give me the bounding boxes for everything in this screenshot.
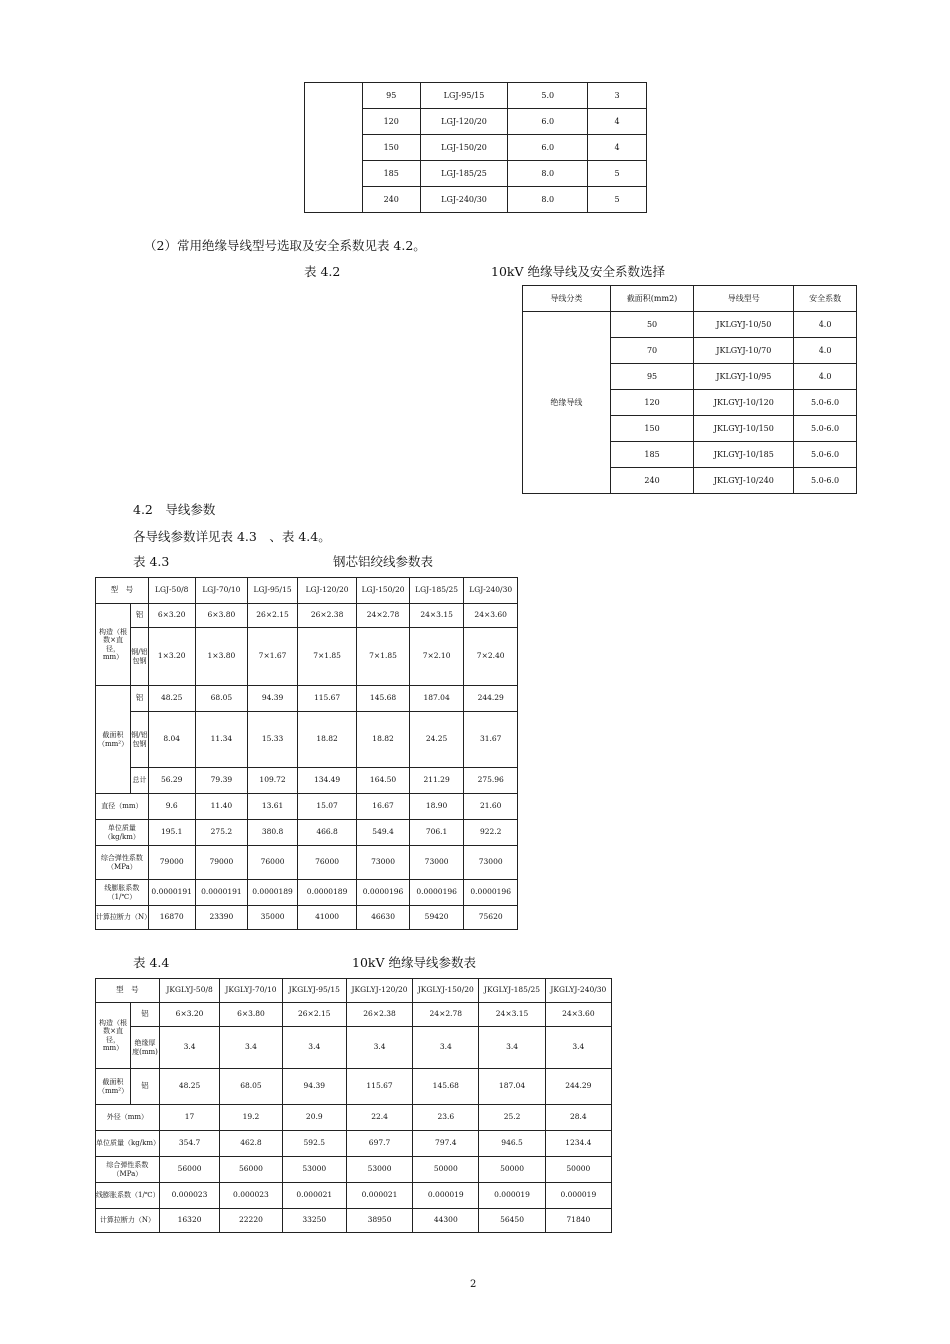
insulated-conductor-parameter-table <box>95 978 612 1233</box>
row-group-label: 构造（根数×直径，mm） <box>96 604 131 686</box>
table-row <box>96 1131 612 1157</box>
table-cell: 7×2.40 <box>464 628 518 686</box>
table44-title: 10kV 绝缘导线参数表 <box>352 955 476 970</box>
table-cell: 18.90 <box>409 794 464 820</box>
row-label: 综合弹性系数（MPa） <box>96 1157 160 1183</box>
table-cell: 50000 <box>413 1157 479 1183</box>
table-cell: 6×3.80 <box>220 1003 282 1027</box>
table-cell: 11.34 <box>195 712 248 768</box>
table-cell: 6×3.20 <box>148 604 195 628</box>
table-cell: 5.0-6.0 <box>794 416 857 442</box>
table-cell: 53000 <box>282 1157 346 1183</box>
table-cell: 22220 <box>220 1209 282 1233</box>
table-cell: 79000 <box>148 846 195 880</box>
table-cell: 24×3.60 <box>464 604 518 628</box>
table-cell: 3.4 <box>220 1027 282 1069</box>
table-row <box>96 880 518 906</box>
column-header: 型 号 <box>96 578 149 604</box>
table-cell: 73000 <box>357 846 410 880</box>
column-header: JKGLYJ-185/25 <box>479 979 545 1003</box>
column-header: 型 号 <box>96 979 160 1003</box>
row-group-label: 构造（根数×直径，mm） <box>96 1003 131 1069</box>
table-cell: JKLGYJ-10/240 <box>694 468 794 494</box>
table-cell: 48.25 <box>148 686 195 712</box>
table-cell: 0.0000196 <box>409 880 464 906</box>
table-cell: 946.5 <box>479 1131 545 1157</box>
table-cell: 23.6 <box>413 1105 479 1131</box>
table-cell: 79.39 <box>195 768 248 794</box>
row-label: 综合弹性系数（MPa） <box>96 846 149 880</box>
table-cell: 94.39 <box>248 686 298 712</box>
table-cell: 9.6 <box>148 794 195 820</box>
table-cell: 0.000021 <box>282 1183 346 1209</box>
table-cell: LGJ-95/15 <box>420 83 508 109</box>
table-cell: 109.72 <box>248 768 298 794</box>
table-cell: LGJ-185/25 <box>420 161 508 187</box>
table-cell: 44300 <box>413 1209 479 1233</box>
table-cell: 466.8 <box>297 820 356 846</box>
row-sub-label: 总计 <box>131 768 149 794</box>
table-cell: 23390 <box>195 906 248 930</box>
table-cell: 70 <box>610 338 694 364</box>
column-header: LGJ-150/20 <box>357 578 410 604</box>
table-cell: 3 <box>588 83 647 109</box>
table-cell: 26×2.38 <box>346 1003 412 1027</box>
table-cell: 120 <box>610 390 694 416</box>
row-sub-label: 钢/铝包钢 <box>131 712 149 768</box>
table-cell: 19.2 <box>220 1105 282 1131</box>
table-cell: 145.68 <box>357 686 410 712</box>
table-cell: 31.67 <box>464 712 518 768</box>
table-cell: 4.0 <box>794 364 857 390</box>
table-cell: 68.05 <box>195 686 248 712</box>
header-row <box>96 578 518 604</box>
table-cell: 26×2.15 <box>248 604 298 628</box>
page-number: 2 <box>470 1279 477 1290</box>
table-cell: 24×3.60 <box>545 1003 611 1027</box>
table-cell: 0.000023 <box>220 1183 282 1209</box>
table-cell: 195.1 <box>148 820 195 846</box>
header-row <box>523 286 857 312</box>
table-row <box>96 794 518 820</box>
table-cell: 0.0000189 <box>248 880 298 906</box>
table-cell: 187.04 <box>479 1069 545 1105</box>
table-cell: 3.4 <box>159 1027 219 1069</box>
table-row <box>96 628 518 686</box>
table-cell: 187.04 <box>409 686 464 712</box>
table-cell: 59420 <box>409 906 464 930</box>
table-cell: 13.61 <box>248 794 298 820</box>
table-cell: 76000 <box>297 846 356 880</box>
table-cell: 0.0000196 <box>464 880 518 906</box>
table-cell: 240 <box>362 187 420 213</box>
table-cell: LGJ-150/20 <box>420 135 508 161</box>
table-cell: 7×1.85 <box>357 628 410 686</box>
table-cell: 24.25 <box>409 712 464 768</box>
table-cell: 6×3.20 <box>159 1003 219 1027</box>
table-cell: 18.82 <box>297 712 356 768</box>
column-header: JKGLYJ-70/10 <box>220 979 282 1003</box>
table-cell: 5.0-6.0 <box>794 468 857 494</box>
table-cell: 185 <box>362 161 420 187</box>
table-cell: 244.29 <box>464 686 518 712</box>
table-cell: 0.0000191 <box>148 880 195 906</box>
table-cell: 115.67 <box>346 1069 412 1105</box>
table-cell: 3.4 <box>282 1027 346 1069</box>
table43-label: 表 4.3 <box>133 554 170 569</box>
table-cell: 73000 <box>464 846 518 880</box>
table-cell: LGJ-240/30 <box>420 187 508 213</box>
table-cell: 0.0000189 <box>297 880 356 906</box>
table-cell: 8.0 <box>508 161 588 187</box>
column-header: 导线型号 <box>694 286 794 312</box>
table-cell: 5.0-6.0 <box>794 390 857 416</box>
table-cell: 28.4 <box>545 1105 611 1131</box>
table-cell: 5.0-6.0 <box>794 442 857 468</box>
table-row <box>96 604 518 628</box>
column-header: JKGLYJ-120/20 <box>346 979 412 1003</box>
column-header: LGJ-185/25 <box>409 578 464 604</box>
table-cell: 20.9 <box>282 1105 346 1131</box>
table-cell: 145.68 <box>413 1069 479 1105</box>
column-header: LGJ-95/15 <box>248 578 298 604</box>
table-cell: 0.000023 <box>159 1183 219 1209</box>
table-cell: 46630 <box>357 906 410 930</box>
table-row <box>96 1209 612 1233</box>
table-row <box>96 820 518 846</box>
row-label: 线膨胀系数（1/℃） <box>96 1183 160 1209</box>
table-row <box>96 906 518 930</box>
table-cell: 6.0 <box>508 135 588 161</box>
table-cell: 24×2.78 <box>413 1003 479 1027</box>
table-cell: 79000 <box>195 846 248 880</box>
table-cell: 56.29 <box>148 768 195 794</box>
row-group-label: 截面积（mm²） <box>96 686 131 794</box>
table-cell: 50000 <box>479 1157 545 1183</box>
table-cell: 275.2 <box>195 820 248 846</box>
table-row <box>96 1183 612 1209</box>
column-header: JKGLYJ-150/20 <box>413 979 479 1003</box>
table-cell: 185 <box>610 442 694 468</box>
table-cell: 24×3.15 <box>409 604 464 628</box>
table-cell: 16870 <box>148 906 195 930</box>
table-cell: 697.7 <box>346 1131 412 1157</box>
column-header: JKGLYJ-50/8 <box>159 979 219 1003</box>
table-cell: 549.4 <box>357 820 410 846</box>
row-sub-label: 铝 <box>131 604 149 628</box>
table-cell: 76000 <box>248 846 298 880</box>
row-group-label: 截面积（mm²） <box>96 1069 131 1105</box>
row-label: 直径（mm） <box>96 794 149 820</box>
table-cell: 4 <box>588 109 647 135</box>
row-sub-label: 钢/铝包钢 <box>131 628 149 686</box>
table-cell: 48.25 <box>159 1069 219 1105</box>
column-header: JKGLYJ-240/30 <box>545 979 611 1003</box>
table-cell: 592.5 <box>282 1131 346 1157</box>
table-cell: 150 <box>362 135 420 161</box>
row-label: 外径（mm） <box>96 1105 160 1131</box>
table-cell: 240 <box>610 468 694 494</box>
table-row <box>96 1157 612 1183</box>
table-cell: 26×2.38 <box>297 604 356 628</box>
table-cell: 22.4 <box>346 1105 412 1131</box>
table-cell: 462.8 <box>220 1131 282 1157</box>
table-cell: 5 <box>588 161 647 187</box>
table-cell: 706.1 <box>409 820 464 846</box>
table-cell: 922.2 <box>464 820 518 846</box>
table-cell: 18.82 <box>357 712 410 768</box>
table-cell: JKLGYJ-10/120 <box>694 390 794 416</box>
table-cell: 211.29 <box>409 768 464 794</box>
table-cell: 94.39 <box>282 1069 346 1105</box>
table-cell: LGJ-120/20 <box>420 109 508 135</box>
table-row <box>96 768 518 794</box>
table-cell: 50 <box>610 312 694 338</box>
header-row <box>96 979 612 1003</box>
table-cell: 7×1.67 <box>248 628 298 686</box>
table-cell: 4 <box>588 135 647 161</box>
table-cell: 6.0 <box>508 109 588 135</box>
table-cell: 354.7 <box>159 1131 219 1157</box>
table-row <box>305 83 647 109</box>
section-heading: 4.2 导线参数 <box>133 502 216 517</box>
table-cell: 3.4 <box>413 1027 479 1069</box>
column-header: LGJ-70/10 <box>195 578 248 604</box>
table-cell: 6×3.80 <box>195 604 248 628</box>
row-sub-label: 铝 <box>131 686 149 712</box>
table-cell: 3.4 <box>346 1027 412 1069</box>
table-cell: 11.40 <box>195 794 248 820</box>
table-cell: 95 <box>362 83 420 109</box>
table-cell: 1×3.80 <box>195 628 248 686</box>
table-cell: 25.2 <box>479 1105 545 1131</box>
table-cell: 33250 <box>282 1209 346 1233</box>
table-cell: JKLGYJ-10/95 <box>694 364 794 390</box>
column-header: LGJ-240/30 <box>464 578 518 604</box>
row-label: 计算拉断力（N） <box>96 906 149 930</box>
acsr-parameter-table <box>95 577 518 930</box>
table-cell: 0.000021 <box>346 1183 412 1209</box>
table-cell: 75620 <box>464 906 518 930</box>
table-cell: 15.33 <box>248 712 298 768</box>
table-cell: JKLGYJ-10/50 <box>694 312 794 338</box>
table-cell: 35000 <box>248 906 298 930</box>
table-cell: 7×1.85 <box>297 628 356 686</box>
table-cell: 4.0 <box>794 338 857 364</box>
table-cell: JKLGYJ-10/150 <box>694 416 794 442</box>
paragraph-table42-intro: （2）常用绝缘导线型号选取及安全系数见表 4.2。 <box>144 238 426 253</box>
merged-category-cell <box>305 83 363 213</box>
table-cell: 24×3.15 <box>479 1003 545 1027</box>
table-cell: 73000 <box>409 846 464 880</box>
table-cell: 41000 <box>297 906 356 930</box>
table-cell: 15.07 <box>297 794 356 820</box>
table-cell: 0.0000191 <box>195 880 248 906</box>
table-cell: JKLGYJ-10/185 <box>694 442 794 468</box>
table-cell: 0.000019 <box>479 1183 545 1209</box>
paragraph-table-refs: 各导线参数详见表 4.3 、表 4.4。 <box>133 529 331 544</box>
table44-label: 表 4.4 <box>133 955 170 970</box>
column-header: LGJ-120/20 <box>297 578 356 604</box>
table-row <box>96 1027 612 1069</box>
table-cell: 53000 <box>346 1157 412 1183</box>
table-cell: 38950 <box>346 1209 412 1233</box>
table-cell: 380.8 <box>248 820 298 846</box>
row-sub-label: 铝 <box>131 1069 160 1105</box>
table-cell: 120 <box>362 109 420 135</box>
table-row <box>96 1003 612 1027</box>
column-header: 截面积(mm2) <box>610 286 694 312</box>
table-cell: 4.0 <box>794 312 857 338</box>
row-label: 单位质量（kg/km） <box>96 1131 160 1157</box>
table-cell: 95 <box>610 364 694 390</box>
table-row <box>96 1105 612 1131</box>
column-header: 导线分类 <box>523 286 611 312</box>
table-cell: 24×2.78 <box>357 604 410 628</box>
table-cell: 8.04 <box>148 712 195 768</box>
table-row <box>96 686 518 712</box>
table-cell: 1×3.20 <box>148 628 195 686</box>
table-cell: 21.60 <box>464 794 518 820</box>
table-cell: JKLGYJ-10/70 <box>694 338 794 364</box>
row-label: 单位质量（kg/km） <box>96 820 149 846</box>
table-cell: 3.4 <box>479 1027 545 1069</box>
table-cell: 68.05 <box>220 1069 282 1105</box>
table-cell: 275.96 <box>464 768 518 794</box>
table-cell: 16.67 <box>357 794 410 820</box>
table-cell: 134.49 <box>297 768 356 794</box>
row-label: 线膨胀系数（1/℃） <box>96 880 149 906</box>
table-row <box>96 846 518 880</box>
column-header: 安全系数 <box>794 286 857 312</box>
table-cell: 115.67 <box>297 686 356 712</box>
row-label: 计算拉断力（N） <box>96 1209 160 1233</box>
category-cell: 绝缘导线 <box>523 312 611 494</box>
continued-table <box>304 82 647 213</box>
table-cell: 56000 <box>220 1157 282 1183</box>
table-cell: 26×2.15 <box>282 1003 346 1027</box>
row-sub-label: 绝缘厚度(mm) <box>131 1027 160 1069</box>
table-cell: 56450 <box>479 1209 545 1233</box>
table-row <box>96 1069 612 1105</box>
table42-label: 表 4.2 <box>304 264 341 279</box>
table42-title: 10kV 绝缘导线及安全系数选择 <box>491 264 665 279</box>
table-cell: 17 <box>159 1105 219 1131</box>
table-cell: 56000 <box>159 1157 219 1183</box>
table43-title: 钢芯铝绞线参数表 <box>333 554 434 569</box>
insulated-conductor-safety-table <box>522 285 857 494</box>
table-cell: 797.4 <box>413 1131 479 1157</box>
table-row <box>523 312 857 338</box>
table-cell: 8.0 <box>508 187 588 213</box>
table-cell: 164.50 <box>357 768 410 794</box>
column-header: LGJ-50/8 <box>148 578 195 604</box>
table-cell: 0.000019 <box>545 1183 611 1209</box>
table-row <box>96 712 518 768</box>
table-cell: 0.0000196 <box>357 880 410 906</box>
table-cell: 0.000019 <box>413 1183 479 1209</box>
table-cell: 5 <box>588 187 647 213</box>
table-cell: 16320 <box>159 1209 219 1233</box>
table-cell: 3.4 <box>545 1027 611 1069</box>
table-cell: 50000 <box>545 1157 611 1183</box>
table-cell: 150 <box>610 416 694 442</box>
table-cell: 1234.4 <box>545 1131 611 1157</box>
column-header: JKGLYJ-95/15 <box>282 979 346 1003</box>
table-cell: 71840 <box>545 1209 611 1233</box>
table-cell: 244.29 <box>545 1069 611 1105</box>
row-sub-label: 铝 <box>131 1003 160 1027</box>
table-cell: 7×2.10 <box>409 628 464 686</box>
table-cell: 5.0 <box>508 83 588 109</box>
